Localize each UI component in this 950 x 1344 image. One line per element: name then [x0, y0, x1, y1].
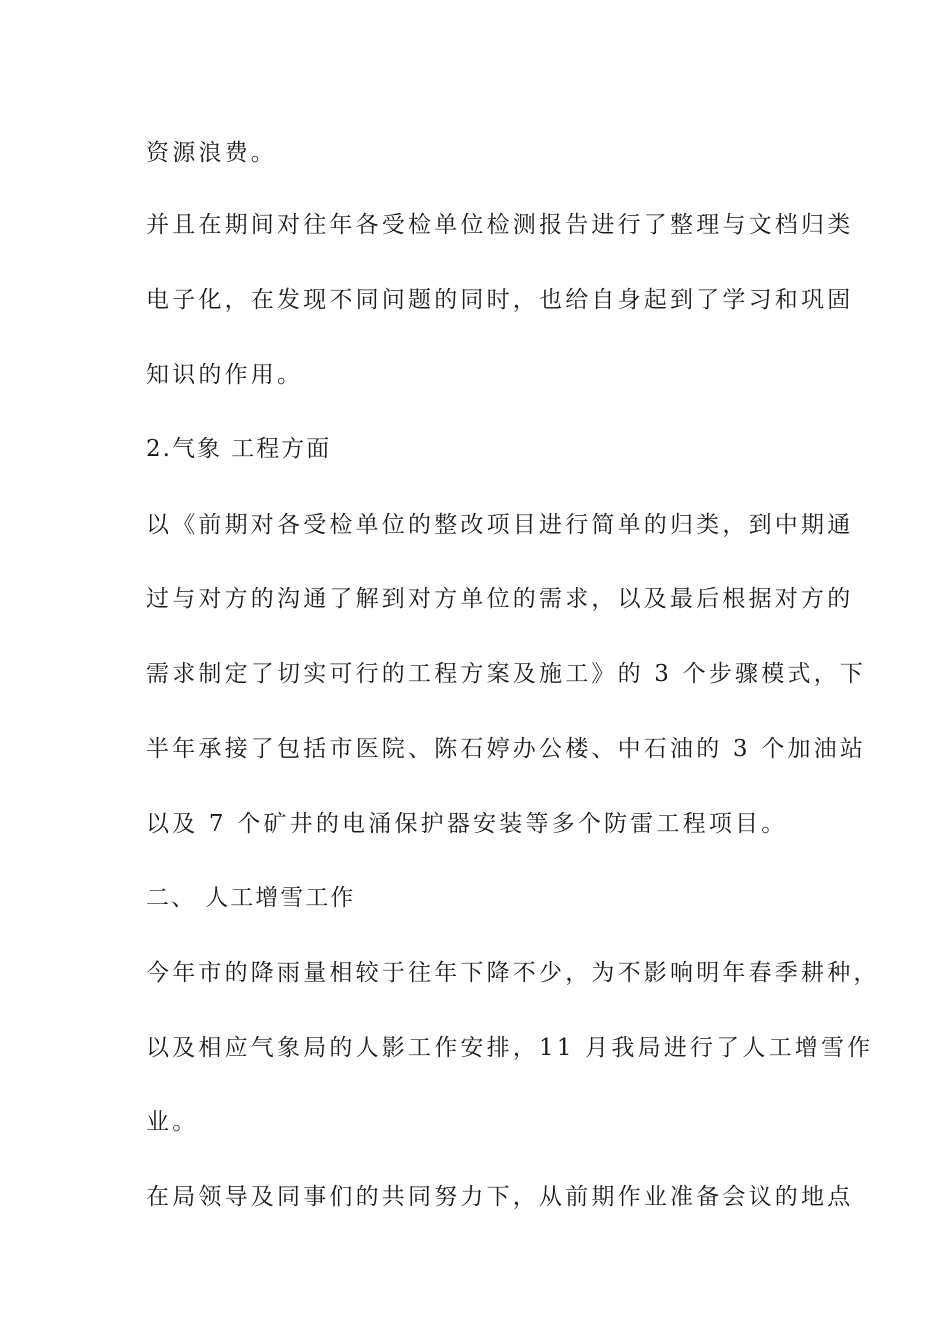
paragraph-line: 以及 7 个矿井的电涌保护器安装等多个防雷工程项目。: [146, 811, 788, 837]
paragraph-line: 以及相应气象局的人影工作安排，11 月我局进行了人工增雪作: [146, 1035, 874, 1061]
paragraph-line: 半年承接了包括市医院、陈石婷办公楼、中石油的 3 个加油站: [146, 736, 867, 762]
paragraph-line: 知识的作用。: [146, 362, 304, 388]
section-heading: 2.气象 工程方面: [146, 436, 332, 462]
paragraph-line: 过与对方的沟通了解到对方单位的需求，以及最后根据对方的: [146, 586, 854, 612]
paragraph-line: 并且在期间对往年各受检单位检测报告进行了整理与文档归类: [146, 212, 854, 238]
paragraph-line: 电子化，在发现不同问题的同时，也给自身起到了学习和巩固: [146, 287, 854, 313]
paragraph-line: 以《前期对各受检单位的整改项目进行简单的归类，到中期通: [146, 512, 854, 538]
section-heading: 二、 人工增雪工作: [146, 885, 356, 911]
paragraph-line: 业。: [146, 1109, 199, 1135]
paragraph-line: 在局领导及同事们的共同努力下，从前期作业准备会议的地点: [146, 1184, 854, 1210]
paragraph-line: 需求制定了切实可行的工程方案及施工》的 3 个步骤模式，下: [146, 661, 867, 687]
paragraph-line: 资源浪费。: [146, 140, 277, 166]
paragraph-line: 今年市的降雨量相较于往年下降不少，为不影响明年春季耕种，: [146, 960, 880, 986]
